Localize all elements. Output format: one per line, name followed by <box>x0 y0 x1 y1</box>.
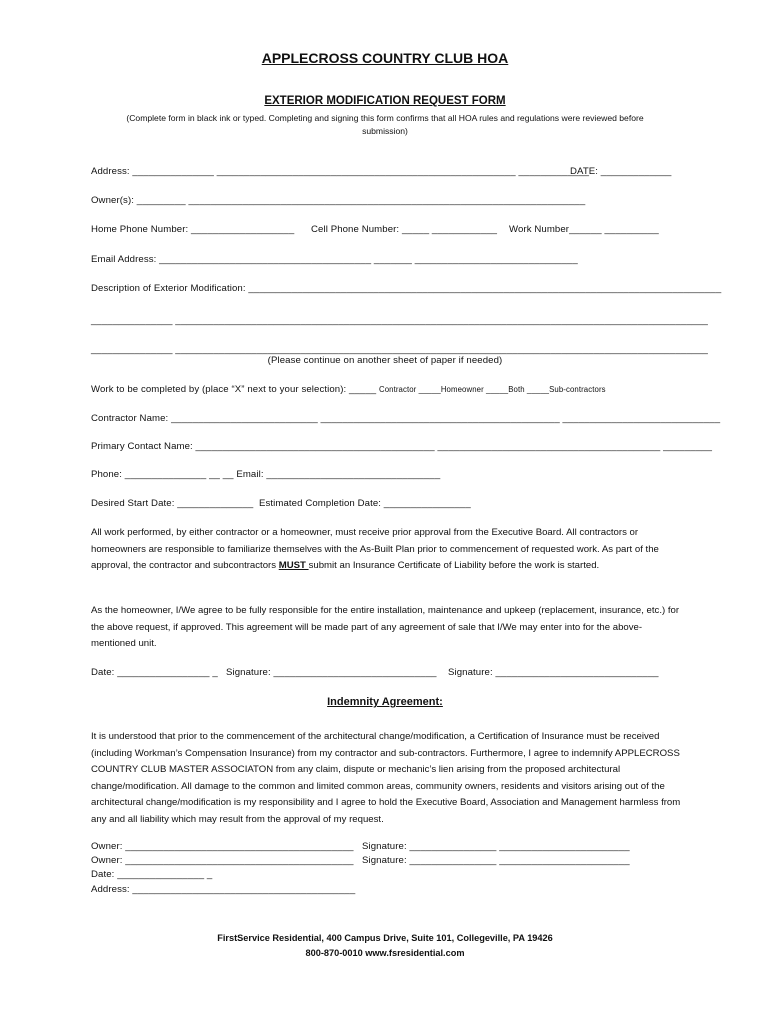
signature-field-2[interactable]: Signature: ______________________________ <box>448 667 659 678</box>
estimated-completion-field[interactable]: Estimated Completion Date: ________________ <box>259 498 471 509</box>
page-title: APPLECROSS COUNTRY CLUB HOA <box>261 50 509 66</box>
phone-email-field[interactable]: Phone: _______________ __ __ Email: ________________________________ <box>91 469 441 480</box>
contractor-name-field[interactable]: Contractor Name: ___________________________ ____________________________________________ _____________________________ <box>91 413 721 424</box>
indemnity-owner-2[interactable]: Owner: __________________________________________ <box>91 855 354 866</box>
work-by-options[interactable]: Contractor _____Homeowner _____Both _____Sub-contractors <box>378 385 606 394</box>
owners-field[interactable]: Owner(s): _________ _________________________________________________________________________ <box>91 195 586 206</box>
work-by-field[interactable] <box>91 384 606 395</box>
indemnity-date[interactable]: Date: ________________ _ <box>91 869 213 880</box>
approval-text-2: submit an Insurance Certificate of Liability before the work is started. <box>308 560 600 572</box>
date-field[interactable]: DATE: _____________ <box>570 166 672 177</box>
indemnity-heading: Indemnity Agreement: <box>327 696 443 708</box>
approval-text-1: All work performed, by either contractor or a homeowner, must receive prior approval from the Executive Board. All contractors or homeowners are responsible to familiarize themselves with the As-Built Plan prior to commencement of requested work. As part of the approval, the contractor and subcontractors <box>91 527 659 572</box>
cell-phone-field[interactable]: Cell Phone Number: _____ ____________ <box>311 224 498 235</box>
email-field[interactable]: Email Address: _______________________________________ _______ ______________________________ <box>91 254 578 265</box>
form-instructions <box>100 112 670 138</box>
home-phone-field[interactable]: Home Phone Number: ___________________ <box>91 224 295 235</box>
indemnity-signature-2[interactable]: Signature: ________________ ________________________ <box>362 855 630 866</box>
indemnity-paragraph: It is understood that prior to the commencement of the architectural change/modification, a Certification of Insurance must be received (including Workman’s Compensation Insurance) from my contractor and sub-contractors. Furthermore, I agree to indemnify APPLECROSS COUNTRY CLUB MASTER ASSOCIATON from any claim, dispute or mechanic’s lien arising from the proposed architectural change/modification. All damage to the common and limited common areas, community owners, residents and visitors arising out of the architectural change/modification is my responsibility and I agree to hold the Executive Board, Association and Management harmless from any and all liability which may result from the approval of my request. <box>91 731 681 825</box>
footer-address: FirstService Residential, 400 Campus Drive, Suite 101, Collegeville, PA 19426 <box>217 933 553 943</box>
work-number-field[interactable]: Work Number______ __________ <box>509 224 659 235</box>
indemnity-owner-1[interactable]: Owner: __________________________________________ <box>91 841 354 852</box>
request-date-field[interactable]: Date: _________________ _ <box>91 667 218 678</box>
must-emphasis: MUST <box>278 560 309 572</box>
form-title: EXTERIOR MODIFICATION REQUEST FORM <box>264 95 506 107</box>
approval-paragraph <box>91 525 681 575</box>
address-field[interactable]: Address: _______________ _______________________________________________________ _____________ <box>91 166 590 177</box>
indemnity-address[interactable]: Address: _________________________________________ <box>91 884 356 895</box>
description-line-3[interactable]: _______________ __________________________________________________________________________________________________ <box>91 344 708 355</box>
responsibility-paragraph: As the homeowner, I/We agree to be fully responsible for the entire installation, maintenance and upkeep (replacement, insurance, etc.) for the above request, if approved. This agreement will be made part of any agreement of sale that I/We may enter into for the above-mentioned unit. <box>91 605 680 650</box>
description-field[interactable]: Description of Exterior Modification: _______________________________________________________________________________________ <box>91 283 722 294</box>
instructions-line-1: (Complete form in black ink or typed. Completing and signing this form confirms that all HOA rules and regulations were reviewed before <box>126 113 644 123</box>
primary-contact-field[interactable]: Primary Contact Name: ____________________________________________ _________________________________________ _________ <box>91 441 713 452</box>
work-by-label: Work to be completed by (place “X” next to your selection): _____ <box>91 384 377 395</box>
indemnity-signature-1[interactable]: Signature: ________________ ________________________ <box>362 841 630 852</box>
footer-contact: 800-870-0010 www.fsresidential.com <box>305 948 465 958</box>
desired-start-field[interactable]: Desired Start Date: ______________ <box>91 498 254 509</box>
instructions-line-2: submission) <box>362 126 408 136</box>
continue-note: (Please continue on another sheet of paper if needed) <box>267 355 503 366</box>
description-line-2[interactable]: _______________ __________________________________________________________________________________________________ <box>91 315 708 326</box>
signature-field-1[interactable]: Signature: ______________________________ <box>226 667 437 678</box>
